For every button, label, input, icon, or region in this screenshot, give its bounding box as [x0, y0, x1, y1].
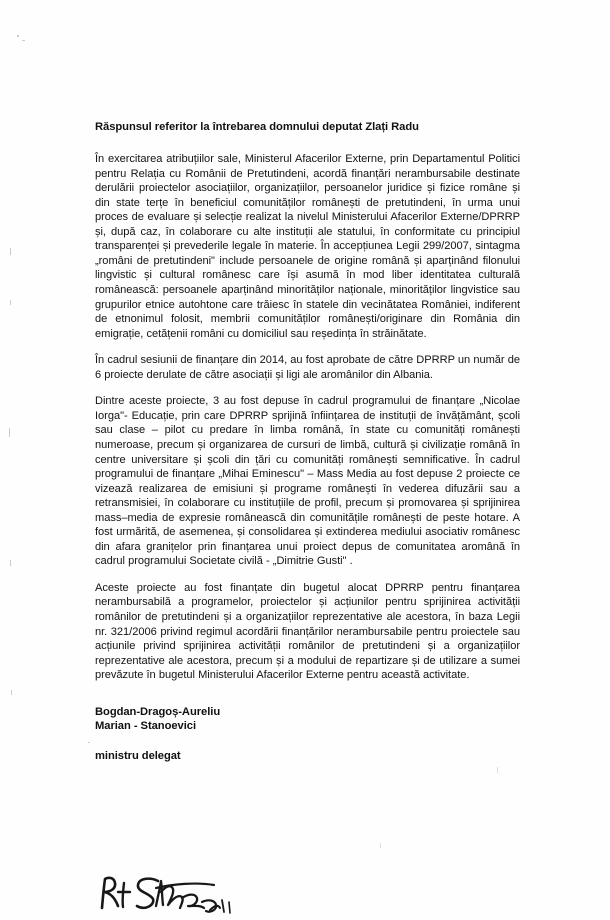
scan-artifact: [88, 742, 90, 743]
signature-block: [95, 705, 520, 764]
document-body: [95, 120, 520, 763]
scan-artifact: [380, 843, 381, 848]
paragraph-3: Dintre aceste proiecte, 3 au fost depuse în cadrul programului de finanțare „Nicolae Iorga"- Educație, prin care DPRRP sprijină înființarea de instituții de învățământ, școli sau clase – pilot cu predare în limba română, în state cu comunități românești numeroase, precum și organizarea de cursuri de limbă, cultură și civilizație română în centre universitare și școli din țări cu comunități românești semnificative. În cadrul programului de finanțare „Mihai Eminescu" – Mass Media au fost depuse 2 proiecte ce vizează realizarea de emisiuni și programe românești în vederea difuzării sau a retransmisiei, în colaborare cu instituțiile de profil, precum și promovarea și sprijinirea mass–media de expresie românească din comunitățile românești de peste hotare. A fost urmărită, de asemenea, și consolidarea și extinderea mediului asociativ românesc din afara granițelor prin finanțarea unui proiect depus de comunitatea aromână în cadrul programului Societate civilă - „Dimitrie Gusti" .: [95, 395, 520, 568]
signatory-name-line-2: Marian - Stanoevici: [95, 720, 197, 733]
scan-artifact: [10, 560, 11, 566]
scan-artifact: [22, 40, 25, 41]
paragraph-4: Aceste proiecte au fost finanțate din bugetul alocat DPRRP pentru finanțarea nerambursabilă a programelor, proiectelor și acțiunilor pentru sprijinirea activității românilor de pretutindeni și a organizațiilor reprezentative ale acestora, în baza Legii nr. 321/2006 privind regimul acordării finanțărilor nerambursabile pentru proiectele sau acțiunile privind sprijinirea activității românilor de pretutindeni și a organizațiilor reprezentative ale acestora, precum și a modului de repartizare și de utilizare a sumei prevăzute în bugetul Ministerului Afacerilor Externe pentru această activitate.: [95, 581, 520, 682]
handwritten-signature-icon: [98, 872, 288, 920]
document-title: Răspunsul referitor la întrebarea domnului deputat Zlați Radu: [95, 121, 419, 133]
signatory-name-line-1: Bogdan-Dragoș-Aureliu: [95, 705, 221, 718]
paragraph-2: În cadrul sesiunii de finanțare din 2014, au fost aprobate de către DPRRP un număr de 6 proiecte derulate de către asociații și ligi ale aromânilor din Albania.: [95, 354, 520, 381]
scan-artifact: [10, 300, 11, 305]
paragraph-1: În exercitarea atribuțiilor sale, Ministerul Afacerilor Externe, prin Departamentul Politici pentru Relația cu Românii de Pretutindeni, acordă finanțări nerambursabile destinate derulării proiectelor asociațiilor, organizațiilor, persoanelor juridice și fizice române și din state terțe în beneficiul comunităților românești de pretutindeni, în urma unui proces de evaluare și selecție realizat la nivelul Ministerului Afacerilor Externe/DPRRP și, după caz, în colaborare cu alte instituții ale statului, în conformitate cu principiul transparenței și prevederile legale în materie. În accepțiunea Legii 299/2007, sintagma „români de pretutindeni" include persoanele de origine română și aparținând filonului lingvistic și cultural românesc care își asumă în mod liber identitatea culturală românească: persoanele aparținând minorităților naționale, minorităților lingvistice sau grupurilor etnice autohtone care trăiesc în statele din vecinătatea României, indiferent de etnonimul folosit, membrii comunităților românești/originare din România din emigrație, cetățenii români cu domiciliul sau reședința în străinătate.: [95, 153, 520, 340]
scan-artifact: [10, 248, 11, 255]
signatory-role: ministru delegat: [95, 749, 181, 762]
scan-artifact: [497, 767, 498, 773]
scan-artifact: [17, 35, 19, 37]
scan-artifact: [11, 690, 12, 695]
scan-artifact: [9, 428, 10, 437]
